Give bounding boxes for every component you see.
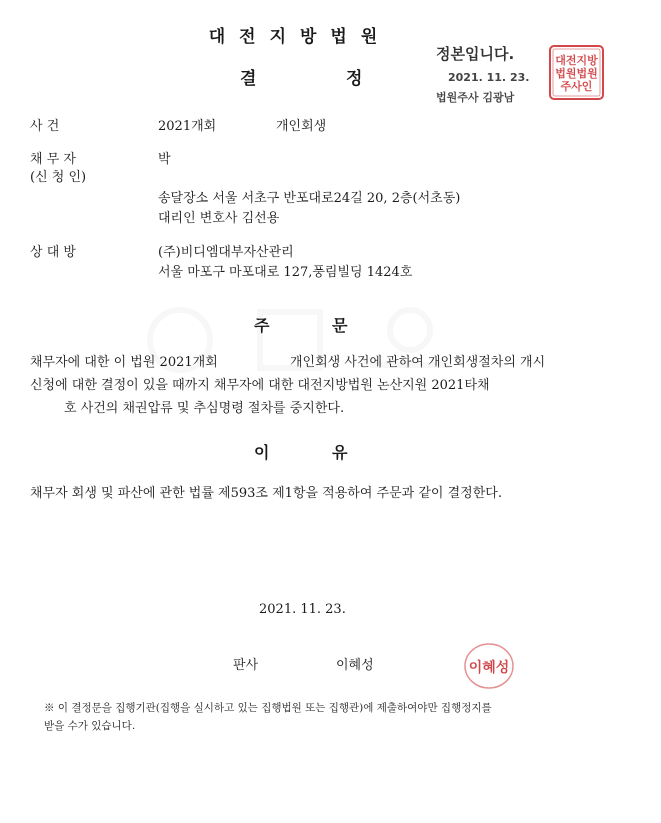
court-clerk-seal	[548, 44, 605, 101]
seal-line-1: 대전지방	[555, 54, 598, 67]
opponent-label: 상 대 방	[30, 245, 76, 260]
doc-type-b: 정	[346, 69, 363, 89]
order-title-a: 주	[254, 316, 270, 335]
note-line1: ※ 이 결정문을 집행기관(집행을 실시하고 있는 집행법원 또는 집행관)에 제출하여야만 집행정지를	[44, 702, 492, 714]
certified-date: 2021. 11. 23.	[448, 71, 530, 84]
judge-seal	[462, 641, 516, 691]
judge-title: 판사	[233, 658, 259, 673]
case-number: 2021개회	[158, 119, 217, 134]
note-line2: 받을 수가 있습니다.	[44, 720, 136, 732]
court-name: 대전지방법원	[208, 27, 392, 47]
certified-copy-stamp: 정본입니다.	[436, 45, 515, 63]
judge-name: 이혜성	[336, 658, 374, 673]
order-line3: 호 사건의 채권압류 및 추심명령 절차를 중지한다.	[64, 401, 345, 416]
case-type: 개인회생	[276, 119, 327, 134]
reason-title-b: 유	[332, 443, 348, 462]
debtor-address: 송달장소 서울 서초구 반포대로24길 20, 2층(서초동)	[158, 191, 461, 206]
order-title-b: 문	[332, 316, 348, 335]
seal-line-3: 주사인	[560, 80, 593, 93]
decision-date: 2021. 11. 23.	[259, 602, 346, 617]
reason-title-a: 이	[254, 443, 270, 462]
reason-text: 채무자 회생 및 파산에 관한 법률 제593조 제1항을 적용하여 주문과 같이 결정한다.	[30, 486, 502, 501]
seal-line-2: 법원법원	[555, 67, 598, 80]
debtor-label: 채 무 자	[30, 152, 76, 167]
doc-type-a: 결	[240, 69, 257, 89]
judge-seal-text: 이혜성	[468, 660, 510, 676]
order-line1-b: 개인회생 사건에 관하여 개인회생절차의 개시	[290, 355, 546, 370]
certified-clerk: 법원주사 김광남	[436, 91, 515, 104]
debtor-sub-label: (신 청 인)	[30, 170, 87, 185]
opponent-address: 서울 마포구 마포대로 127,풍림빌딩 1424호	[158, 265, 413, 280]
order-line2: 신청에 대한 결정이 있을 때까지 채무자에 대한 대전지방법원 논산지원 2021타채	[30, 378, 490, 393]
opponent-name: (주)비디엠대부자산관리	[158, 245, 294, 260]
order-line1-a: 채무자에 대한 이 법원 2021개회	[30, 355, 218, 370]
debtor-agent: 대리인 변호사 김선용	[158, 211, 280, 226]
case-label: 사 건	[30, 119, 60, 134]
debtor-name: 박	[158, 152, 171, 167]
